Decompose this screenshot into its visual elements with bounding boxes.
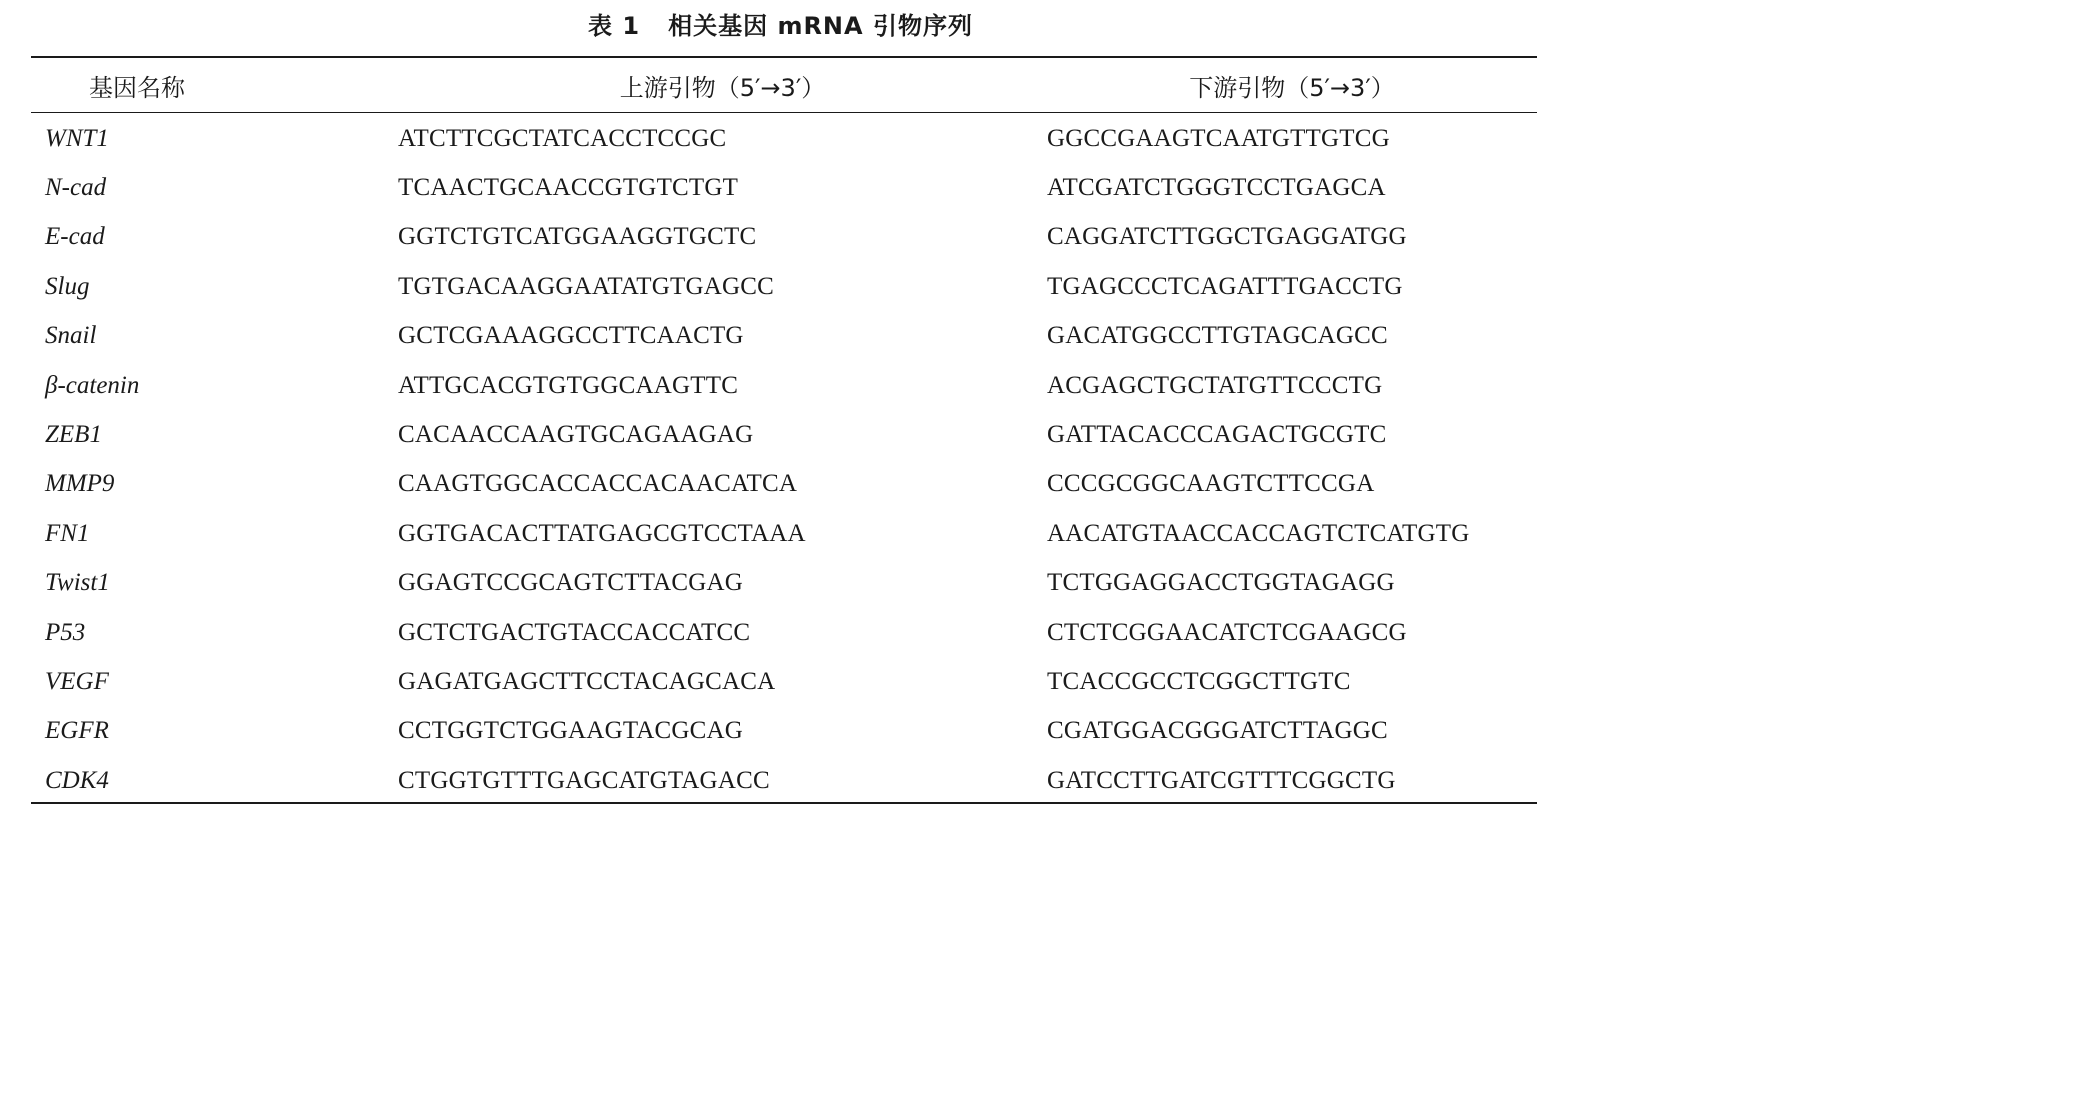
header-reverse-primer: 下游引物（5′→3′） (1189, 73, 1395, 102)
reverse-primer-cell: GACATGGCCTTGTAGCAGCC (1047, 322, 1388, 350)
primer-rows (31, 112, 1537, 805)
forward-primer-cell: CCTGGTCTGGAAGTACGCAG (398, 717, 744, 745)
gene-name-cell: β-catenin (45, 371, 140, 399)
forward-primer-cell: GAGATGAGCTTCCTACAGCACA (398, 667, 776, 695)
gene-name-cell: ZEB1 (45, 421, 102, 449)
gene-name-cell: P53 (45, 618, 86, 646)
table-row (31, 460, 1537, 509)
primer-table (31, 58, 1537, 805)
reverse-primer-cell: CAGGATCTTGGCTGAGGATGG (1047, 223, 1407, 251)
reverse-primer-cell: CCCGCGGCAAGTCTTCCGA (1047, 470, 1375, 498)
gene-name-cell: WNT1 (45, 124, 109, 152)
table-row (31, 509, 1537, 558)
table-row (31, 657, 1537, 706)
table-title: 相关基因 mRNA 引物序列 (668, 12, 973, 40)
reverse-primer-cell: GGCCGAAGTCAATGTTGTCG (1047, 124, 1390, 152)
table-row (31, 262, 1537, 311)
forward-primer-cell: GCTCTGACTGTACCACCATCC (398, 618, 751, 646)
reverse-primer-cell: TCACCGCCTCGGCTTGTC (1047, 667, 1351, 695)
table-row (31, 707, 1537, 756)
forward-primer-cell: GCTCGAAAGGCCTTCAACTG (398, 322, 744, 350)
forward-primer-cell: TGTGACAAGGAATATGTGAGCC (398, 272, 774, 300)
reverse-primer-cell: GATTACACCCAGACTGCGTC (1047, 421, 1387, 449)
reverse-primer-cell: ATCGATCTGGGTCCTGAGCA (1047, 174, 1386, 202)
forward-primer-cell: GGAGTCCGCAGTCTTACGAG (398, 569, 744, 597)
forward-primer-cell: GGTCTGTCATGGAAGGTGCTC (398, 223, 757, 251)
forward-primer-cell: GGTGACACTTATGAGCGTCCTAAA (398, 519, 806, 547)
table-row (31, 112, 1537, 163)
header-forward-primer: 上游引物（5′→3′） (619, 73, 826, 102)
reverse-primer-cell: ACGAGCTGCTATGTTCCCTG (1047, 371, 1383, 399)
reverse-primer-cell: TGAGCCCTCAGATTTGACCTG (1047, 272, 1403, 300)
gene-name-cell: Twist1 (45, 569, 110, 597)
forward-primer-cell: ATCTTCGCTATCACCTCCGC (398, 124, 727, 152)
table-row (31, 163, 1537, 212)
gene-name-cell: EGFR (45, 717, 109, 745)
table-row (31, 361, 1537, 410)
table-row (31, 756, 1537, 805)
reverse-primer-cell: GATCCTTGATCGTTTCGGCTG (1047, 766, 1396, 794)
gene-name-cell: Snail (45, 322, 97, 350)
forward-primer-cell: CTGGTGTTTGAGCATGTAGACC (398, 766, 770, 794)
reverse-primer-cell: CGATGGACGGGATCTTAGGC (1047, 717, 1388, 745)
table-row (31, 213, 1537, 262)
gene-name-cell: VEGF (45, 667, 109, 695)
table-row (31, 312, 1537, 361)
gene-name-cell: FN1 (45, 519, 90, 547)
table-number: 表 1 (588, 12, 641, 40)
gene-name-cell: E-cad (45, 223, 105, 251)
forward-primer-cell: CAAGTGGCACCACCACAACATCA (398, 470, 798, 498)
gene-name-cell: MMP9 (45, 470, 115, 498)
reverse-primer-cell: AACATGTAACCACCAGTCTCATGTG (1047, 519, 1470, 547)
gene-name-cell: N-cad (45, 174, 107, 202)
reverse-primer-cell: CTCTCGGAACATCTCGAAGCG (1047, 618, 1407, 646)
table-row (31, 410, 1537, 459)
table-caption (0, 8, 1561, 44)
reverse-primer-cell: TCTGGAGGACCTGGTAGAGG (1047, 569, 1395, 597)
header-gene-name: 基因名称 (89, 73, 185, 102)
forward-primer-cell: CACAACCAAGTGCAGAAGAG (398, 421, 754, 449)
header-row (31, 58, 1537, 112)
table-row (31, 608, 1537, 657)
gene-name-cell: CDK4 (45, 766, 109, 794)
table-row (31, 559, 1537, 608)
forward-primer-cell: ATTGCACGTGTGGCAAGTTC (398, 371, 739, 399)
gene-name-cell: Slug (45, 272, 90, 300)
forward-primer-cell: TCAACTGCAACCGTGTCTGT (398, 174, 739, 202)
